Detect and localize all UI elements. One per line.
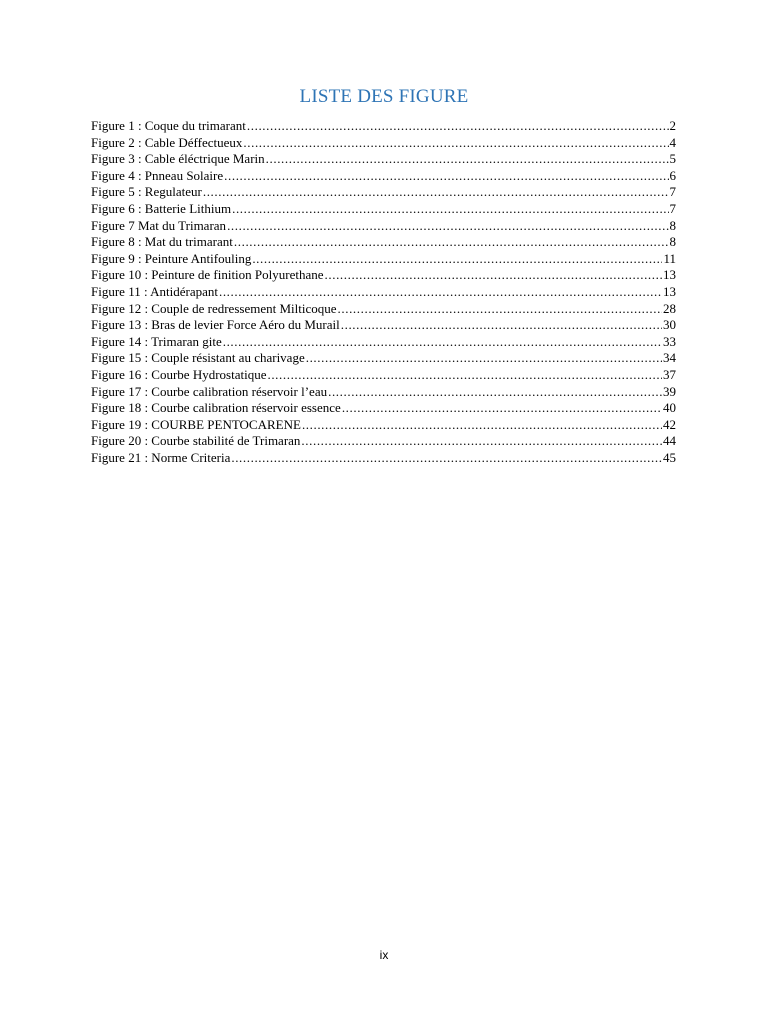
figure-entry-page: 34 (663, 350, 676, 366)
figure-entry-page: 8 (669, 217, 676, 233)
figure-entry-page: 7 (669, 200, 676, 216)
figure-entry-page: 8 (669, 234, 676, 250)
figure-entry-page: 37 (663, 366, 676, 382)
figure-entry-label: Figure 16 : Courbe Hydrostatique (91, 366, 267, 382)
dot-leader (341, 317, 662, 334)
dot-leader (301, 433, 662, 450)
figure-entry-label: Figure 4 : Pnneau Solaire (91, 167, 224, 183)
dot-leader (227, 218, 668, 235)
figure-entry[interactable] (91, 334, 676, 351)
figure-entry[interactable] (91, 400, 676, 417)
figure-entry-label: Figure 13 : Bras de levier Force Aéro du Murail (91, 317, 340, 333)
dot-leader (252, 251, 662, 268)
dot-leader (306, 350, 662, 367)
figure-entry-label: Figure 12 : Couple de redressement Milticoque (91, 300, 337, 316)
figure-entry[interactable] (91, 417, 676, 434)
figure-entry-page: 42 (663, 416, 676, 432)
dot-leader (247, 118, 669, 135)
figure-entry-label: Figure 17 : Courbe calibration réservoir l’eau (91, 383, 328, 399)
dot-leader (232, 201, 668, 218)
figure-entry-label: Figure 1 : Coque du trimarant (91, 118, 246, 133)
figure-entry[interactable] (91, 350, 676, 367)
figure-entry-label: Figure 9 : Peinture Antifouling (91, 250, 252, 266)
figure-entry-label: Figure 19 : COURBE PENTOCARENE (91, 416, 301, 432)
figure-entry-page: 40 (663, 400, 676, 416)
figure-entry[interactable] (91, 450, 676, 467)
dot-leader (223, 334, 662, 351)
figure-entry-label: Figure 11 : Antidérapant (91, 283, 218, 299)
figure-entry-label: Figure 14 : Trimaran gite (91, 333, 222, 349)
figure-entry-page: 4 (669, 134, 676, 150)
figure-entry-page: 13 (663, 267, 676, 283)
figure-entry[interactable] (91, 234, 676, 251)
figure-entry-page: 13 (663, 283, 676, 299)
figure-entry-page: 6 (669, 167, 676, 183)
figure-entry-page: 5 (669, 151, 676, 167)
figure-entry[interactable] (91, 267, 676, 284)
dot-leader (342, 400, 662, 417)
figure-entry[interactable] (91, 284, 676, 301)
figure-entry-label: Figure 10 : Peinture de finition Polyurethane (91, 267, 324, 283)
figure-entry-label: Figure 15 : Couple résistant au charivage (91, 350, 305, 366)
figure-entry[interactable] (91, 367, 676, 384)
figure-entry[interactable] (91, 184, 676, 201)
figure-entry-label: Figure 3 : Cable éléctrique Marin (91, 151, 265, 167)
figure-entry-page: 2 (669, 118, 676, 133)
dot-leader (266, 151, 669, 168)
dot-leader (203, 184, 669, 201)
figure-entry-label: Figure 6 : Batterie Lithium (91, 200, 232, 216)
figure-entry[interactable] (91, 251, 676, 268)
figure-entry-label: Figure 5 : Regulateur (91, 184, 202, 200)
figure-entry-page: 11 (663, 250, 676, 266)
figure-entry-page: 28 (663, 300, 676, 316)
dot-leader (219, 284, 662, 301)
footer-page-number: ix (379, 948, 389, 962)
figure-entry-page: 30 (663, 317, 676, 333)
figure-entry[interactable] (91, 317, 676, 334)
page-title: LISTE DES FIGURE (299, 86, 469, 107)
dot-leader (328, 384, 662, 401)
figure-entry-label: Figure 8 : Mat du trimarant (91, 234, 233, 250)
figure-entry-label: Figure 7 Mat du Trimaran (91, 217, 227, 233)
dot-leader (267, 367, 662, 384)
figure-entry[interactable] (91, 151, 676, 168)
figure-entry-label: Figure 18 : Courbe calibration réservoir essence (91, 400, 341, 416)
dot-leader (338, 301, 662, 318)
dot-leader (224, 168, 668, 185)
figure-entry[interactable] (91, 301, 676, 318)
figure-entry[interactable] (91, 384, 676, 401)
figure-entry-page: 7 (669, 184, 676, 200)
figure-entry-label: Figure 2 : Cable Déffectueux (91, 134, 243, 150)
dot-leader (234, 234, 669, 251)
figure-entry-label: Figure 21 : Norme Criteria (91, 449, 231, 465)
figure-entry[interactable] (91, 135, 676, 152)
figure-entry[interactable] (91, 433, 676, 450)
dot-leader (243, 135, 668, 152)
figure-entry-page: 44 (663, 433, 676, 449)
dot-leader (302, 417, 662, 434)
figure-entry-page: 45 (663, 449, 676, 465)
figure-list (91, 118, 676, 466)
figure-entry[interactable] (91, 218, 676, 235)
figure-entry[interactable] (91, 118, 676, 135)
figure-entry-label: Figure 20 : Courbe stabilité de Trimaran (91, 433, 301, 449)
dot-leader (325, 267, 662, 284)
figure-entry[interactable] (91, 168, 676, 185)
figure-entry-page: 33 (663, 333, 676, 349)
figure-entry[interactable] (91, 201, 676, 218)
dot-leader (231, 450, 662, 467)
figure-entry-page: 39 (663, 383, 676, 399)
